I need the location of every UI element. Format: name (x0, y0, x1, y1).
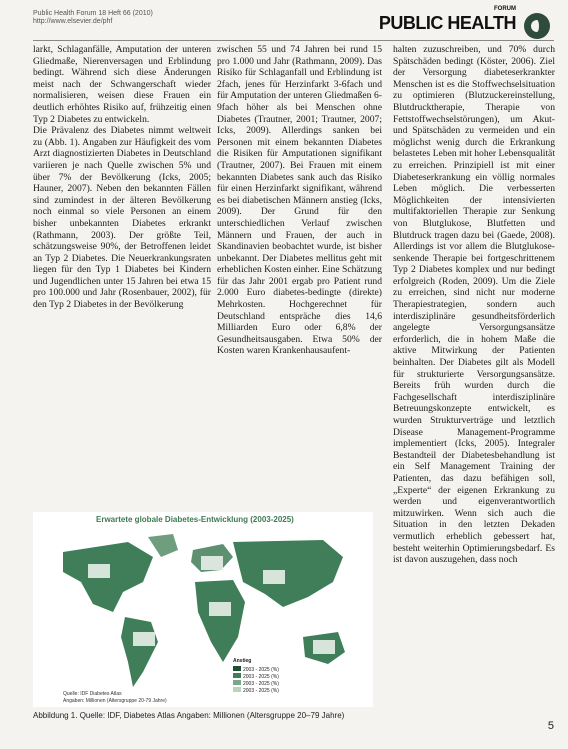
figure-caption: Abbildung 1. Quelle: IDF, Diabetes Atlas Angaben: Millionen (Altersgruppe 20–79 Jahre) (33, 711, 345, 720)
legend-item: 2003 - 2025 (%) (243, 688, 279, 694)
legend-item: 2003 - 2025 (%) (243, 667, 279, 673)
logo-brand-label: PUBLIC HEALTH (378, 13, 516, 33)
region-label-box (88, 564, 110, 578)
page-number: 5 (547, 720, 554, 732)
paragraph: Die Prävalenz des Diabetes nimmt weltweit zu (Abb. 1). Angaben zur Häufigkeit des vom Arzt diagnostizierten Diabetes in Deutschland variieren je nach Quelle zwischen 5% und über 7% der Bevölkerung (Icks, 2005; Hauner, 2007). Neben den bekannten Fällen sind zumindest in der älteren Bevölkerung noch einmal so viele Personen an einem bisher unbekannten Diabetes erkrankt (Rathmann, 2003). Der größte Teil, schätzungsweise 90%, der Betroffenen leidet an Typ 2 Diabetes. Die Neuerkrankungsraten liegen für den Typ 1 Diabetes bei Kindern und Jugendlichen unter 15 Jahren bei etwa 15 pro 100.000 und Jahr (Rosenbauer, 2002), für den Typ 2 Diabetes in der Bevölkerung (33, 125, 211, 311)
journal-url: http://www.elsevier.de/phf (33, 18, 113, 25)
legend-item: 2003 - 2025 (%) (243, 674, 279, 680)
logo-mark-icon (524, 13, 550, 39)
logo-forum-label: FORUM (494, 6, 516, 12)
text-column-1 (33, 44, 211, 311)
legend-swatch (233, 666, 241, 671)
paragraph: halten zuzuschreiben, und 70% durch Spätschäden bedingt (Köster, 2006). Ziel der Versorgung diabeteserkrankter Menschen ist es die Stoffwechselsituation zu optimieren (Blutzuckereinstellung, Blutdrucktherapie, Therapie von Fettstoffwechselstörungen), um Akut- und Spätschäden zu vermeiden und ein möglichst wenig durch die Erkrankung belastetes Leben mit hoher Lebensqualität zu erreichen. Prinzipiell ist mit einer Diabeteserkrankung ein völlig normales Leben möglich. Die verbesserten Möglichkeiten der intensivierten multifaktoriellen Therapie zur Senkung von Blutglukose, Blutfetten und Blutdruck tragen dazu bei (Gaede, 2008). Allerdings ist vor allem die Blutglukose-senkende Therapie bei fortgeschrittenem Typ 2 Diabetes komplex und nur bedingt erfolgreich (Roden, 2009). Um die Ziele zu erreichen, sind nicht nur moderne Therapiestrategien, sondern auch interdisziplinäre gesundheitsförderlich angelegte Versorgungsansätze erforderlich, die in hohem Maße die aktive Mitwirkung der Patienten beinhalten. Der Diabetes gilt als Modell für strukturierte Versorgungsansätze. Bereits früh wurden durch die Fachgesellschaft interdisziplinäre Betreuungskonzepte entwickelt, es wurden Strukturverträge und letztlich Disease Management-Programme implementiert (Icks, 2005). Integraler Bestandteil der Diabetesbehandlung ist ein Self Management Training der Patienten, das dazu befähigen soll, „Experte“ der eigenen Erkrankung zu werden und eigenverantwortlich mitzuwirken. Wenn sich auch die Situation in den letzten Dekaden vermutlich erheblich gebessert hat, besteht weiterhin Optimierungsbedarf. Es ist davon auszugehen, dass noch (393, 44, 555, 566)
world-map-figure (33, 512, 373, 707)
header-divider (33, 40, 554, 41)
journal-citation: Public Health Forum 18 Heft 66 (2010) (33, 10, 153, 17)
journal-header (33, 10, 153, 26)
region-label-box (209, 602, 231, 616)
figure-title: Erwartete globale Diabetes-Entwicklung (2003-2025) (96, 515, 294, 524)
paragraph: larkt, Schlaganfälle, Amputation der unteren Gliedmaße, Nierenversagen und Erblindung bedingt. Während sich diese Änderungen meist nach der Schwangerschaft wieder normalisieren, weisen diese Frauen ein deutlich erhöhtes Risiko auf, frühzeitig einen Typ 2 Diabetes zu entwickeln. (33, 44, 211, 125)
figure-source-line-2: Angaben: Millionen (Altersgruppe 20-79 Jahre) (63, 698, 167, 704)
public-health-logo (378, 6, 554, 40)
region-label-box (263, 570, 285, 584)
text-column-2 (217, 44, 382, 357)
region-label-box (201, 556, 223, 570)
figure-source-line-1: Quelle: IDF Diabetes Atlas (63, 691, 122, 697)
region-label-box (133, 632, 155, 646)
legend-swatch (233, 687, 241, 692)
legend-item: 2003 - 2025 (%) (243, 681, 279, 687)
legend-title: Anstieg (233, 658, 252, 664)
legend-swatch (233, 680, 241, 685)
region-label-box (313, 640, 335, 654)
legend-swatch (233, 673, 241, 678)
paragraph: zwischen 55 und 74 Jahren bei rund 15 pro 1.000 und Jahr (Rathmann, 2009). Das Risiko für Schlaganfall und Erblindung ist 2fach, jenes für Herzinfarkt 3-6fach und für Amputation der unteren Gliedmaßen 6-9fach höher als bei Menschen ohne Diabetes (Trautner, 2001; Trautner, 2007; Icks, 2009). Allerdings sanken bei Personen mit einem bekannten Diabetes die Risiken für Amputationen signifikant (Trautner, 2007). Bei Frauen mit einem bekannten Diabetes sank auch das Risiko für einen Herzinfarkt signifikant, während es bei diabetischen Männern anstieg (Icks, 2009). Der Grund für den unterschiedlichen Verlauf zwischen Männern und Frauen, der auch in Skandinavien beobachtet wurde, ist bisher unbekannt. Der Diabetes mellitus geht mit erheblichen Kosten einher. Eine Schätzung für das Jahr 2001 ergab pro Patient rund 2.000 Euro diabetes-bedingte (direkte) Mehrkosten. Hochgerechnet für Deutschland entspräche dies 14,6 Milliarden Euro oder 6,8% der Gesundheitsausgaben. Etwa 50% der Kosten waren Krankenhausaufent- (217, 44, 382, 357)
text-column-3 (393, 44, 555, 566)
